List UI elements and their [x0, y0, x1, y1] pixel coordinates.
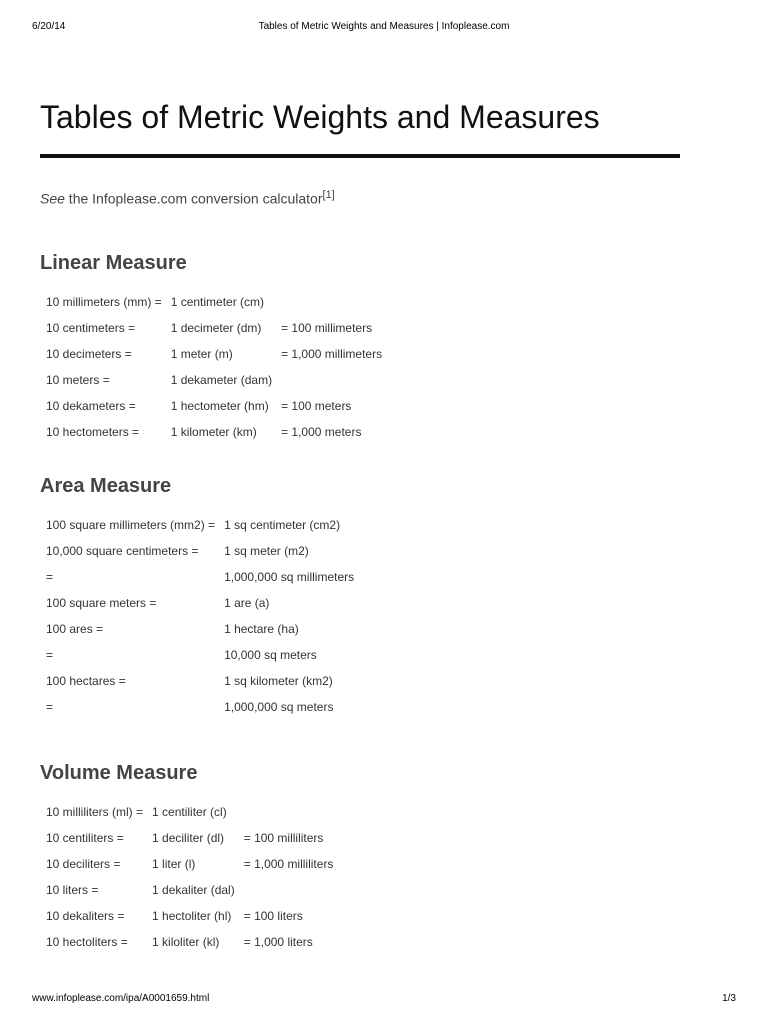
table-cell: 1 liter (l)	[152, 856, 196, 871]
table-row	[43, 419, 388, 445]
table-row	[43, 851, 339, 877]
table-cell: 1 deciliter (dl)	[152, 830, 225, 845]
table-cell	[360, 668, 369, 694]
table-row	[43, 694, 369, 720]
table-cell: 10,000 square centimeters =	[46, 543, 199, 558]
table-cell: = 100 milliliters	[243, 830, 324, 845]
area-measure-section	[40, 472, 680, 720]
linear-measure-section	[40, 249, 680, 445]
table-row	[43, 393, 388, 419]
table-cell: 1 are (a)	[224, 595, 270, 610]
table-row	[43, 564, 369, 590]
table-cell: 1 meter (m)	[170, 346, 233, 361]
table-cell	[278, 289, 388, 315]
table-cell: 10 hectometers =	[46, 424, 140, 439]
table-row	[43, 590, 369, 616]
table-row	[43, 341, 388, 367]
linear-measure-table	[43, 289, 388, 445]
table-cell: 1 centimeter (cm)	[170, 294, 265, 309]
table-cell	[360, 590, 369, 616]
table-cell: = 100 meters	[281, 398, 352, 413]
table-cell	[360, 616, 369, 642]
table-cell	[360, 538, 369, 564]
table-cell: 1,000,000 sq meters	[224, 699, 334, 714]
print-page-number: 1/3	[722, 993, 736, 1004]
table-cell: 100 hectares =	[46, 673, 126, 688]
table-cell: 10 meters =	[46, 372, 110, 387]
table-cell: 1 sq centimeter (cm2)	[224, 517, 341, 532]
table-cell: 10 dekameters =	[46, 398, 136, 413]
table-cell: 1 kiloliter (kl)	[152, 934, 220, 949]
table-cell: 10 milliliters (ml) =	[46, 804, 144, 819]
table-cell: 10 millimeters (mm) =	[46, 294, 162, 309]
print-footer-url: www.infoplease.com/ipa/A0001659.html	[32, 993, 210, 1004]
table-row	[43, 538, 369, 564]
table-row	[43, 616, 369, 642]
table-row	[43, 825, 339, 851]
table-row	[43, 289, 388, 315]
table-row	[43, 315, 388, 341]
table-cell: 1,000,000 sq millimeters	[224, 569, 355, 584]
table-cell: =	[46, 699, 54, 714]
table-cell: 100 ares =	[46, 621, 104, 636]
table-cell: = 1,000 liters	[243, 934, 313, 949]
table-cell: 1 dekameter (dam)	[170, 372, 273, 387]
table-row	[43, 877, 339, 903]
table-cell: = 1,000 millimeters	[281, 346, 383, 361]
section-heading: Linear Measure	[40, 251, 187, 274]
table-cell	[241, 877, 340, 903]
table-cell: =	[46, 569, 54, 584]
table-cell: 10 dekaliters =	[46, 908, 125, 923]
table-cell: = 1,000 meters	[281, 424, 362, 439]
intro-line	[40, 189, 680, 207]
volume-measure-table	[43, 799, 339, 955]
table-row	[43, 642, 369, 668]
table-cell: 1 hectoliter (hl)	[152, 908, 232, 923]
calculator-link-text[interactable]: the Infoplease.com conversion calculator	[64, 190, 323, 207]
table-cell: 1 kilometer (km)	[170, 424, 257, 439]
table-cell: 1 sq meter (m2)	[224, 543, 309, 558]
intro-see: See	[40, 190, 65, 207]
table-row	[43, 799, 339, 825]
table-cell: 10 deciliters =	[46, 856, 121, 871]
table-row	[43, 929, 339, 955]
print-header-title: Tables of Metric Weights and Measures | Infoplease.com	[258, 21, 510, 32]
table-cell	[360, 694, 369, 720]
table-cell	[278, 367, 388, 393]
page-title: Tables of Metric Weights and Measures	[40, 96, 680, 158]
table-cell	[241, 799, 340, 825]
table-cell: 1 decimeter (dm)	[170, 320, 262, 335]
table-row	[43, 668, 369, 694]
table-cell	[360, 642, 369, 668]
table-cell: = 100 millimeters	[281, 320, 373, 335]
table-row	[43, 367, 388, 393]
table-cell: 1 hectare (ha)	[224, 621, 299, 636]
table-cell: 1 hectometer (hm)	[170, 398, 269, 413]
table-cell: 10 decimeters =	[46, 346, 132, 361]
article	[40, 96, 680, 955]
print-date: 6/20/14	[32, 21, 66, 32]
area-measure-table	[43, 512, 369, 720]
table-cell: 100 square millimeters (mm2) =	[46, 517, 216, 532]
table-cell: =	[46, 647, 54, 662]
table-cell: = 1,000 milliliters	[243, 856, 334, 871]
table-cell: 100 square meters =	[46, 595, 157, 610]
section-heading: Volume Measure	[40, 761, 198, 784]
table-cell: 1 centiliter (cl)	[152, 804, 227, 819]
table-cell: = 100 liters	[243, 908, 303, 923]
table-cell: 10 centiliters =	[46, 830, 124, 845]
footnote-ref[interactable]: [1]	[322, 189, 335, 201]
table-cell: 10 liters =	[46, 882, 99, 897]
table-cell	[360, 512, 369, 538]
table-cell: 1 dekaliter (dal)	[152, 882, 235, 897]
table-cell: 1 sq kilometer (km2)	[224, 673, 333, 688]
table-cell	[360, 564, 369, 590]
volume-measure-section	[40, 759, 680, 955]
table-cell: 10 centimeters =	[46, 320, 136, 335]
table-row	[43, 512, 369, 538]
table-cell: 10,000 sq meters	[224, 647, 317, 662]
section-heading: Area Measure	[40, 474, 172, 497]
table-row	[43, 903, 339, 929]
table-cell: 10 hectoliters =	[46, 934, 128, 949]
